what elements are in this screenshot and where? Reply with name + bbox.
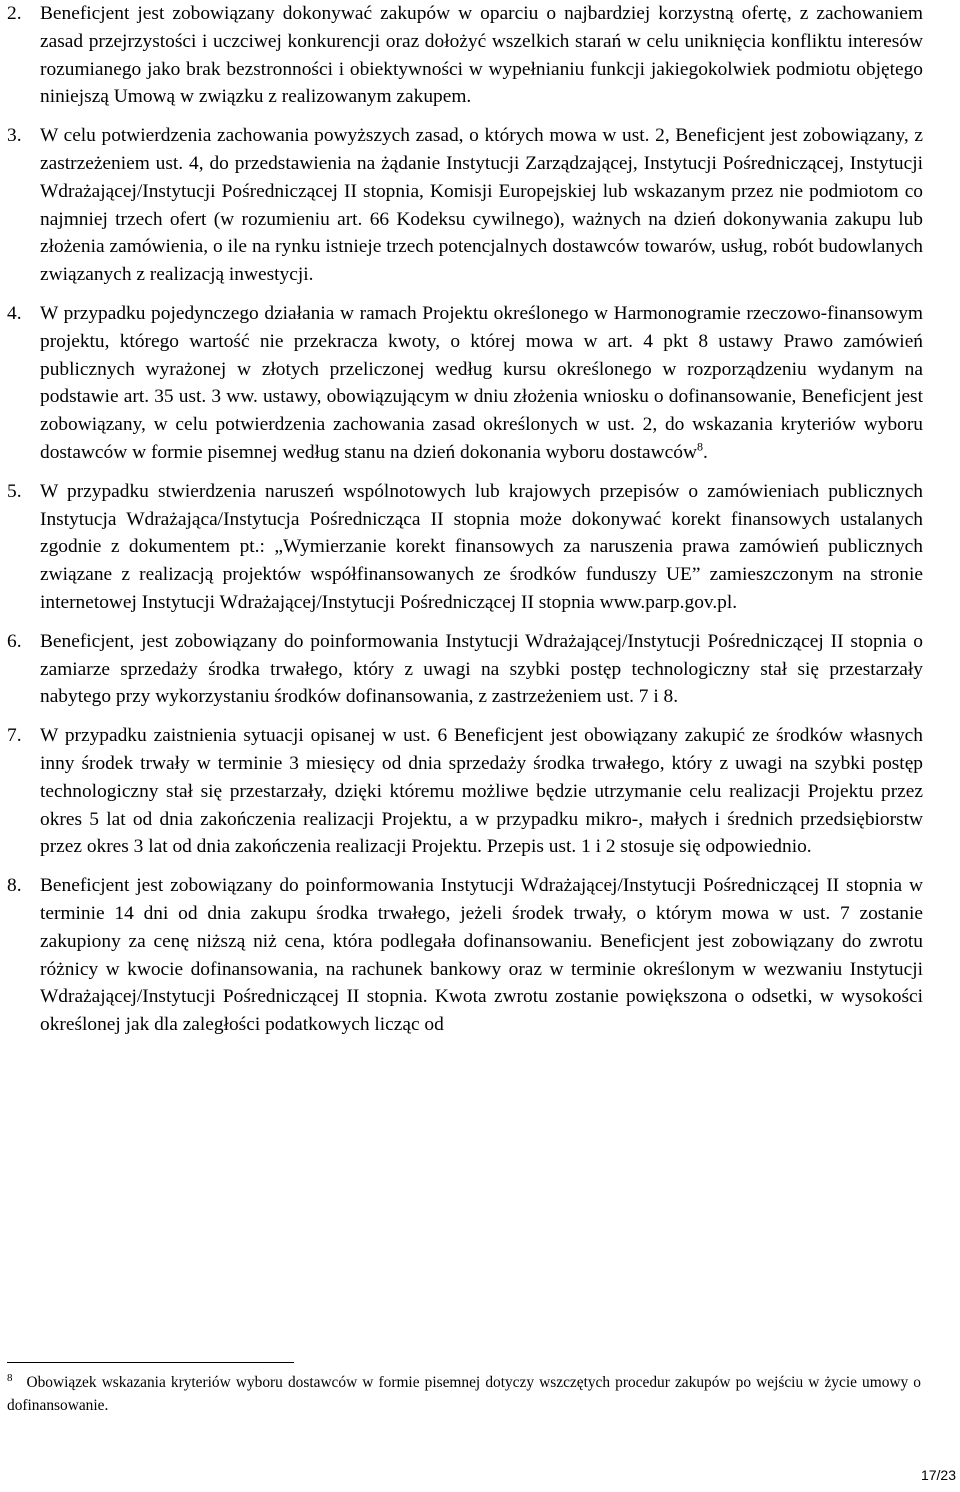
page-number: 17/23 <box>920 1467 956 1483</box>
list-item-7 <box>7 722 923 861</box>
item-text: W przypadku stwierdzenia naruszeń wspólnotowych lub krajowych przepisów o zamówieniach publicznych Instytucja Wdrażająca/Instytucja Pośrednicząca II stopnia może dokonywać korekt finansowych ustalanych zgodnie z dokumentem pt.: „Wymierzanie korekt finansowych za naruszenia prawa zamówień publicznych związane z realizacją projektów współfinansowanych ze środków funduszy UE” zamieszczonym na stronie internetowej Instytucji Wdrażającej/Instytucji Pośredniczącej II stopnia www.parp.gov.pl. <box>40 480 923 613</box>
list-item-4 <box>7 300 923 467</box>
item-text-end: . <box>702 441 708 463</box>
list-item-3 <box>7 122 923 289</box>
item-text: W przypadku pojedynczego działania w ramach Projektu określonego w Harmonogramie rzeczowo-finansowym projektu, którego wartość nie przekracza kwoty, o której mowa w art. 4 pkt 8 ustawy Prawo zamówień publicznych wyrażonej w złotych przeliczonej według kursu określonego w rozporządzeniu wydanym na podstawie art. 35 ust. 3 ww. ustawy, obowiązującym w dniu złożenia wniosku o dofinansowanie, Beneficjent jest zobowiązany, w celu potwierdzenia zachowania zasad określonych w ust. 2, do wskazania kryteriów wyboru dostawców w formie pisemnej według stanu na dzień dokonania wyboru dostawców <box>40 302 923 463</box>
item-text-container <box>40 300 923 467</box>
item-number: 6. <box>7 630 22 652</box>
footnote-reference[interactable]: 8 <box>696 439 703 454</box>
list-item-8 <box>7 872 923 1039</box>
item-number: 4. <box>7 302 22 324</box>
item-number: 7. <box>7 725 22 747</box>
list-item-6 <box>7 628 923 711</box>
footnote-number: 8 <box>7 1371 13 1384</box>
item-text: Beneficjent, jest zobowiązany do poinformowania Instytucji Wdrażającej/Instytucji Pośredniczącej II stopnia o zamiarze sprzedaży środka trwałego, który z uwagi na szybki postęp technologiczny stał się przestarzały nabytego przy wykorzystaniu środków dofinansowania, z zastrzeżeniem ust. 7 i 8. <box>40 630 923 708</box>
list-item-2 <box>7 0 923 111</box>
item-text: W celu potwierdzenia zachowania powyższych zasad, o których mowa w ust. 2, Beneficjent jest zobowiązany, z zastrzeżeniem ust. 4, do przedstawienia na żądanie Instytucji Zarządzającej, Instytucji Pośredniczącej, Instytucji Wdrażającej/Instytucji Pośredniczącej II stopnia, Komisji Europejskiej lub wskazanym przez nie podmiotom co najmniej trzech ofert (w rozumieniu art. 66 Kodeksu cywilnego), ważnych na dzień dokonywania zakupu lub złożenia zamówienia, o ile na rynku istnieje trzech potencjalnych dostawców towarów, usług, robót budowlanych związanych z realizacją inwestycji. <box>40 125 923 286</box>
footnote <box>7 1371 921 1417</box>
item-number: 3. <box>7 125 22 147</box>
item-number: 8. <box>7 875 22 897</box>
item-text: W przypadku zaistnienia sytuacji opisanej w ust. 6 Beneficjent jest obowiązany zakupić ze środków własnych inny środek trwały w terminie 3 miesięcy od dnia sprzedaży środka trwałego, który z uwagi na szybki postęp technologiczny stał się przestarzały, dzięki któremu możliwe będzie utrzymanie celu realizacji Projektu przez okres 5 lat od dnia zakończenia realizacji Projektu, a w przypadku mikro-, małych i średnich przedsiębiorstw przez okres 3 lat od dnia zakończenia realizacji Projektu. Przepis ust. 1 i 2 stosuje się odpowiednio. <box>40 725 923 858</box>
document-body <box>7 0 923 1050</box>
item-number: 2. <box>7 3 22 24</box>
footnote-separator <box>7 1362 294 1363</box>
list-item-5 <box>7 478 923 617</box>
item-number: 5. <box>7 480 22 502</box>
item-text: Beneficjent jest zobowiązany dokonywać zakupów w oparciu o najbardziej korzystną ofertę, z zachowaniem zasad przejrzystości i uczciwej konkurencji oraz dołożyć wszelkich starań w celu uniknięcia konfliktu interesów rozumianego jako brak bezstronności i obiektywności w wypełnianiu funkcji jakiegokolwiek podmiotu objętego niniejszą Umową w związku z realizowanym zakupem. <box>40 3 923 108</box>
footnote-text: Obowiązek wskazania kryteriów wyboru dostawców w formie pisemnej dotyczy wszczętych procedur zakupów po wejściu w życie umowy o dofinansowanie. <box>7 1374 921 1414</box>
item-text: Beneficjent jest zobowiązany do poinformowania Instytucji Wdrażającej/Instytucji Pośredniczącej II stopnia w terminie 14 dni od dnia zakupu środka trwałego, jeżeli środek trwały, o którym mowa w ust. 7 zostanie zakupiony za cenę niższą niż cena, która podlegała dofinansowaniu. Beneficjent jest zobowiązany do zwrotu różnicy w kwocie dofinansowania, na rachunek bankowy oraz w terminie określonym w wezwaniu Instytucji Wdrażającej/Instytucji Pośredniczącej II stopnia. Kwota zwrotu zostanie powiększona o odsetki, w wysokości określonej jak dla zaległości podatkowych licząc od <box>40 875 923 1036</box>
